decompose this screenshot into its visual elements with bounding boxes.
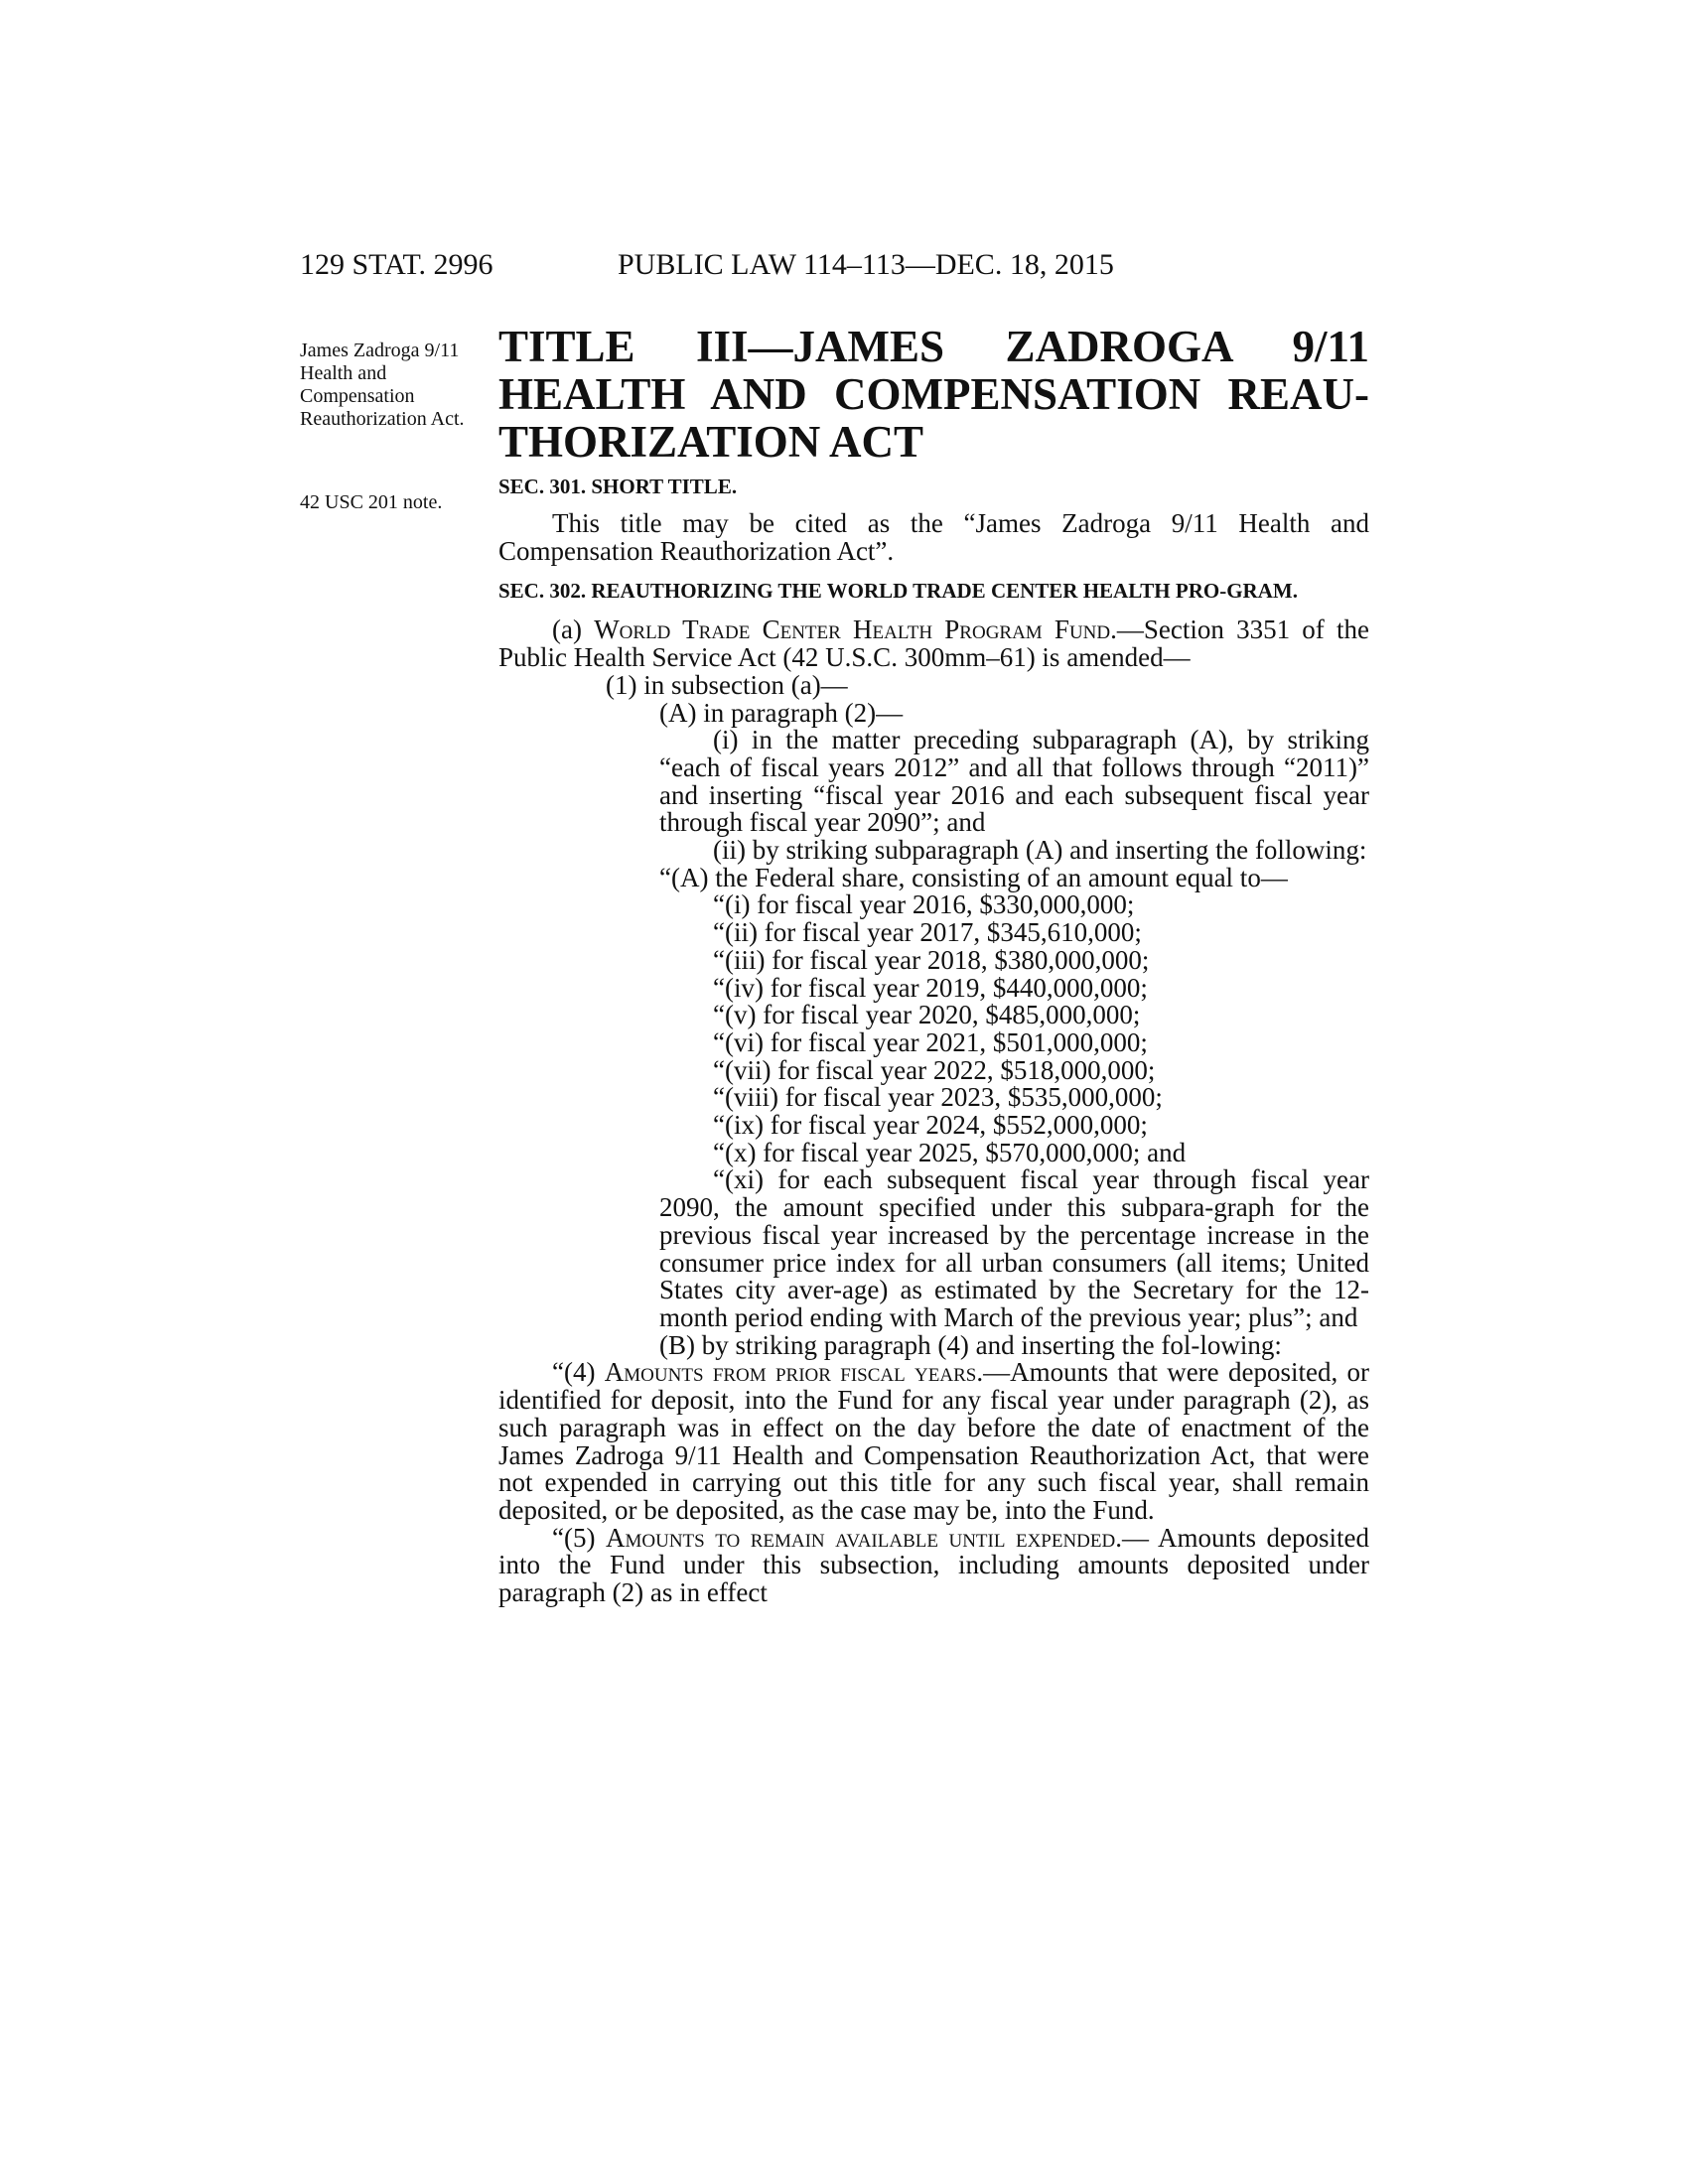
clause-i: (i) in the matter preceding subparagraph (A), by striking “each of fiscal years 2012” and all that follows through “2011)” and inserting “fiscal year 2016 and each subsequent fiscal year through fiscal year 2090”; and <box>659 725 1369 838</box>
section-301-heading: SEC. 301. SHORT TITLE. <box>498 475 738 498</box>
paragraph-4-caption: Amounts from prior fiscal years. <box>604 1357 984 1388</box>
quoted-subparagraph-A: “(A) the Federal share, consisting of an amount equal to— <box>659 862 1288 892</box>
sidenote-act-name: James Zadroga 9/11 Health and Compensation Reauthorization Act. <box>300 340 465 430</box>
paragraph-4-label: “(4) <box>552 1357 605 1388</box>
public-law-citation: PUBLIC LAW 114–113—DEC. 18, 2015 <box>618 248 1114 281</box>
fiscal-year-item: “(iv) for fiscal year 2019, $440,000,000; <box>713 972 1148 1003</box>
sidenote-usc-note: 42 USC 201 note. <box>300 491 443 513</box>
title-line-3: THORIZATION ACT <box>498 417 924 467</box>
paragraph-1: (1) in subsection (a)— <box>606 669 848 700</box>
statute-page-number: 129 STAT. 2996 <box>300 248 493 281</box>
fiscal-year-item: “(viii) for fiscal year 2023, $535,000,000; <box>713 1082 1163 1113</box>
subsection-a-text: —Section 3351 of the Public Health Service Act (42 U.S.C. 300mm–61) is amended— <box>498 614 1370 673</box>
section-301-text: This title may be cited as the “James Zadroga 9/11 Health and Compensation Reauthorization Act”. <box>498 508 1369 566</box>
fiscal-year-item: “(ii) for fiscal year 2017, $345,610,000; <box>713 917 1142 948</box>
subparagraph-A: (A) in paragraph (2)— <box>659 697 904 728</box>
paragraph-5-label: “(5) <box>552 1522 606 1553</box>
quoted-paragraph-5 <box>498 1522 1369 1608</box>
fiscal-year-item: “(iii) for fiscal year 2018, $380,000,000; <box>713 944 1150 975</box>
page-header <box>300 248 1369 288</box>
fiscal-year-item: “(vi) for fiscal year 2021, $501,000,000; <box>713 1026 1148 1057</box>
paragraph-5-caption: Amounts to remain available until expended. <box>605 1522 1122 1553</box>
subsection-a-label: (a) <box>552 614 595 645</box>
clause-ii: (ii) by striking subparagraph (A) and inserting the following: <box>713 835 1367 866</box>
fiscal-year-item: “(vii) for fiscal year 2022, $518,000,000; <box>713 1054 1156 1085</box>
subsection-a-caption: World Trade Center Health Program Fund. <box>594 614 1117 645</box>
paragraph-4-text: —Amounts that were deposited, or identified for deposit, into the Fund for any fiscal year under paragraph (2), as such paragraph was in effect on the day before the date of enactment of the James Zadroga 9/11 Health and Compensation Reauthorization Act, that were not expended in carrying out this title for any such fiscal year, shall remain deposited, or be deposited, as the case may be, into the Fund. <box>498 1357 1369 1525</box>
paragraph-5-text: — Amounts deposited into the Fund under this subsection, including amounts deposited under paragraph (2) as in effect <box>498 1522 1369 1608</box>
section-302-heading: SEC. 302. REAUTHORIZING THE WORLD TRADE CENTER HEALTH PRO-GRAM. <box>498 579 1298 604</box>
main-text <box>498 475 1369 1607</box>
clause-xi: “(xi) for each subsequent fiscal year through fiscal year 2090, the amount specified under this subpara-graph for the previous fiscal year increased by the percentage increase in the consumer price index for all urban consumers (all items; United States city aver-age) as estimated by the Secretary for the 12-month period ending with March of the previous year; plus”; and <box>659 1164 1369 1332</box>
subparagraph-B: (B) by striking paragraph (4) and inserting the fol-lowing: <box>659 1329 1282 1360</box>
fiscal-year-item: “(x) for fiscal year 2025, $570,000,000; and <box>713 1137 1187 1167</box>
fiscal-year-item: “(v) for fiscal year 2020, $485,000,000; <box>713 1000 1141 1030</box>
fiscal-year-item: “(i) for fiscal year 2016, $330,000,000; <box>713 889 1135 920</box>
title-line-2: HEALTH AND COMPENSATION REAU- <box>498 369 1369 419</box>
quoted-paragraph-4 <box>498 1359 1369 1524</box>
fiscal-year-item: “(ix) for fiscal year 2024, $552,000,000; <box>713 1110 1148 1141</box>
subsection-a <box>498 616 1369 671</box>
title-heading <box>498 323 1369 466</box>
title-line-1: TITLE III—JAMES ZADROGA 9/11 <box>498 322 1369 371</box>
